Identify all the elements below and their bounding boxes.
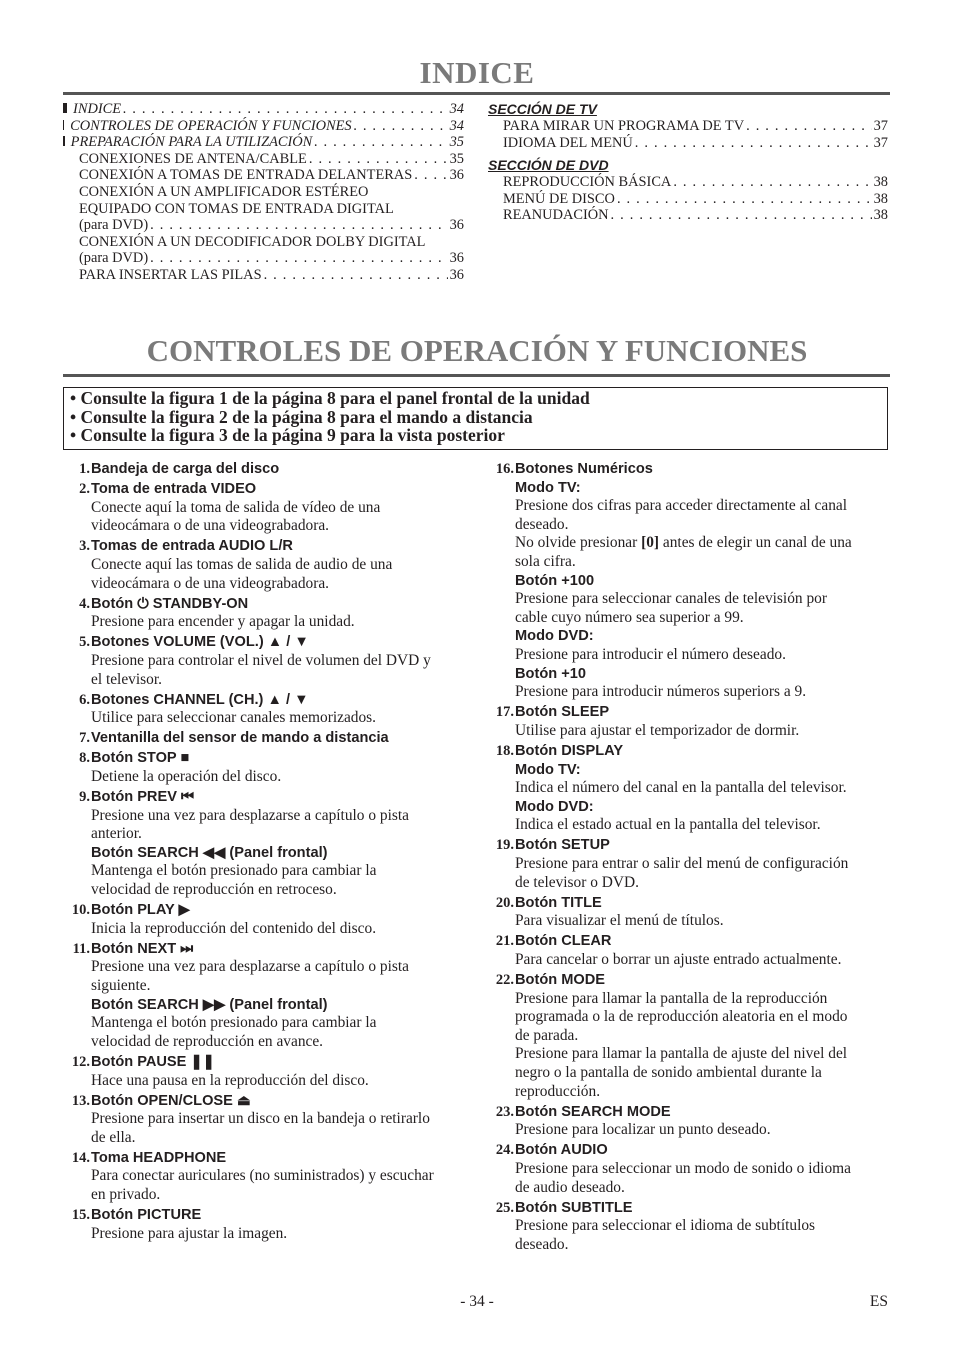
control-item-description: Presione para ajustar la imagen. [91,1224,288,1242]
toc-entry-label: IDIOMA DEL MENÚ [503,134,633,151]
control-item-description: sola cifra. [515,552,576,570]
figure-note: • Consulte la figura 3 de la página 9 para la vista posterior [70,425,505,445]
toc-entry-label: INDICE [73,101,122,117]
control-item [64,729,469,748]
control-item-description: Indica el estado actual en la pantalla del televisor. [515,816,821,834]
toc-entry-page: 37 [873,118,888,134]
control-item-heading: Botón PICTURE [91,1207,202,1224]
control-item-number: 15. [71,1207,90,1224]
control-item-heading: Botones VOLUME (VOL.) ▲ / ▼ [91,634,309,651]
control-item-description: Para conectar auriculares (no suministrados) y escuchar [91,1167,434,1185]
toc-entry-page: 36 [449,250,464,267]
control-item-description: Para cancelar o borrar un ajuste entrado actualmente. [515,950,842,968]
control-item-heading: Botón SEARCH MODE [515,1103,671,1120]
toc-entry-label: REPRODUCCIÓN BÁSICA [503,174,672,191]
toc-entry-page: 36 [449,167,464,184]
toc-leader-dots [314,134,447,151]
control-item-description: Presione para llamar la pantalla de la reproducción [515,989,828,1007]
toc-entry-label: CONTROLES DE OPERACIÓN Y FUNCIONES [70,117,352,134]
control-item-heading: Botón SUBTITLE [515,1199,633,1216]
control-item-heading: Ventanilla del sensor de mando a distancia [91,730,389,747]
toc-entry [488,135,888,152]
control-item-description: Presione para controlar el nivel de volumen del DVD y [91,651,431,669]
control-item-number: 18. [495,742,514,759]
control-item-description: deseado. [515,515,569,533]
toc-entry-page: 35 [449,134,464,151]
toc-leader-dots [309,151,448,168]
toc-entry [488,174,888,191]
control-item-description: Presione para encender y apagar la unidad. [91,613,355,631]
toc-entry-label: CONEXIÓN A TOMAS DE ENTRADA DELANTERAS [79,167,413,184]
toc-entry-page: 36 [449,266,464,283]
control-item-description: Conecte aquí la toma de salida de vídeo de una [91,498,381,516]
toc-entry [63,250,464,267]
controls-left-column [64,460,469,1245]
toc-entry [63,151,464,168]
square-bullet-icon [63,136,65,146]
control-item-description: Presione para seleccionar un modo de sonido o idioma [515,1159,851,1177]
toc-entry-page: 38 [873,174,888,191]
control-item-description: Presione una vez para desplazarse a capítulo o pista [91,958,409,976]
control-item-description: anterior. [91,825,142,843]
toc-entry-page: 37 [873,134,888,151]
control-item-heading: Modo DVD: [515,628,594,645]
toc-entry [488,207,888,224]
control-item-heading: Botón SEARCH ◀◀ (Panel frontal) [91,844,328,861]
language-code: ES [869,1293,888,1310]
toc-leader-dots [673,174,871,191]
control-item-heading: Botón PREV ⏮ [91,789,195,806]
toc-leader-dots [264,267,448,284]
control-item [64,788,469,900]
control-item-description: Presione para llamar la pantalla de ajuste del nivel del [515,1045,848,1063]
control-item-number: 21. [495,933,514,950]
control-item-heading: Botón ⏻ STANDBY-ON [91,595,249,612]
control-item-description: Conecte aquí las tomas de salida de audio de una [91,555,393,573]
control-item-heading: Bandeja de carga del disco [91,461,280,477]
control-item [488,460,888,702]
control-item-number: 9. [79,789,90,806]
control-item-description: Presione para insertar un disco en la bandeja o retirarlo [91,1110,430,1128]
control-item-heading: Botón +10 [515,665,586,682]
toc-right-column [488,101,888,224]
control-item-description: en privado. [91,1186,161,1204]
control-item-description: de parada. [515,1026,579,1044]
toc-entry-label: (para DVD) [79,217,149,234]
control-item-description: cable cuyo número sea superior a 99. [515,608,744,626]
control-item [488,1141,888,1197]
control-item-description: Presione dos cifras para acceder directamente al canal [515,497,847,515]
toc-entry-line: CONEXIÓN A UN AMPLIFICADOR ESTÉREO [79,183,369,200]
control-item [488,971,888,1101]
control-item-number: 1. [79,461,90,477]
control-item [488,836,888,892]
control-item-description: Inicia la reproducción del contenido del disco. [91,919,377,937]
control-item-heading: Botón SLEEP [515,704,610,721]
control-item-heading: Botón NEXT ⏭ [91,940,194,957]
toc-leader-dots [150,217,447,234]
control-item [488,742,888,835]
toc-leader-dots [354,118,448,135]
index-title: INDICE [419,55,535,90]
toc-entry [63,267,464,284]
square-bullet-icon [63,103,67,113]
control-item-number: 10. [71,902,90,919]
control-item [64,1149,469,1205]
figure-note: • Consulte la figura 2 de la página 8 para el mando a distancia [70,406,533,427]
toc-leader-dots [414,167,447,184]
control-item [488,1103,888,1140]
control-item [64,537,469,593]
control-item-number: 5. [79,634,90,651]
toc-entry [488,191,888,208]
control-item [488,932,888,969]
toc-entry-page: 38 [873,207,888,224]
control-item-heading: Modo DVD: [515,798,594,815]
control-item-heading: Botón CLEAR [515,933,612,950]
toc-section-heading: SECCIÓN DE DVD [488,157,609,174]
control-item [64,940,469,1052]
toc-entry-label: REANUDACIÓN [503,207,609,224]
control-item-description: programada o la de reproducción aleatoria en el modo [515,1008,848,1026]
toc-entry-page: 35 [449,150,464,167]
toc-entry [63,167,464,184]
control-item-number: 14. [71,1149,90,1166]
control-item-heading: Toma de entrada VIDEO [91,481,257,498]
control-item [64,460,469,479]
control-item-heading: Botones CHANNEL (CH.) ▲ / ▼ [91,691,309,708]
control-item-number: 7. [79,730,90,747]
control-item-heading: Tomas de entrada AUDIO L/R [91,538,293,555]
control-item-number: 25. [495,1199,514,1216]
toc-leader-dots [123,101,448,118]
controls-title: CONTROLES DE OPERACIÓN Y FUNCIONES [146,333,808,368]
control-item-number: 8. [79,750,90,767]
control-item-number: 17. [495,704,514,721]
toc-entry [63,101,464,118]
toc-leader-dots [150,250,447,267]
toc-leader-dots [635,135,872,152]
control-item-description: de ella. [91,1128,136,1146]
control-item-number: 4. [79,595,90,612]
control-item-heading: Botón +100 [515,572,595,589]
toc-leader-dots [746,118,872,135]
control-item-description: velocidad de reproducción en avance. [91,1032,324,1050]
toc-entry-label: CONEXIONES DE ANTENA/CABLE [79,150,307,167]
toc-entry-label: (para DVD) [79,250,149,267]
square-bullet-icon [63,120,64,130]
control-item-description: videocámara o de una videograbadora. [91,517,330,535]
control-item-heading: Botón MODE [515,972,605,989]
control-item-description: Utilise para ajustar el temporizador de dormir. [515,721,800,739]
control-item-description: Hace una pausa en la reproducción del disco. [91,1071,369,1089]
key-zero-label: [0] [641,534,660,552]
control-item [64,1092,469,1148]
control-item-description: Para visualizar el menú de títulos. [515,912,724,930]
control-item-description: de televisor o DVD. [515,873,639,891]
control-item [64,1053,469,1090]
control-item-heading: Botón SEARCH ▶▶ (Panel frontal) [91,996,328,1013]
control-item-description: siguiente. [91,977,151,995]
control-item [64,633,469,689]
toc-entry-page: 38 [873,190,888,207]
toc-entry-line: CONEXIÓN A UN DECODIFICADOR DOLBY DIGITAL [79,233,426,250]
control-item-description: No olvide presionar [0] antes de elegir un canal de una [515,534,852,552]
toc-entry [63,118,464,135]
figure-note: • Consulte la figura 1 de la página 8 para el panel frontal de la unidad [70,388,590,408]
control-item-description: Mantenga el botón presionado para cambiar la [91,862,377,880]
control-item-heading: Botón DISPLAY [515,742,624,759]
control-item-description: Presione para seleccionar canales de televisión por [515,590,827,608]
control-item [64,595,469,632]
toc-section-heading: SECCIÓN DE TV [488,101,597,117]
control-item [64,480,469,536]
control-item-description: reproducción. [515,1082,601,1100]
control-item-description: videocámara o de una videograbadora. [91,574,330,592]
control-item-description: Utilice para seleccionar canales memorizados. [91,709,377,727]
toc-entry [488,118,888,135]
control-item [488,703,888,740]
control-item-number: 13. [71,1092,90,1109]
control-item-description: Presione para introducir números superiors a 9. [515,683,807,701]
control-item-heading: Botón OPEN/CLOSE ⏏ [91,1092,251,1109]
control-item-heading: Botón STOP ■ [91,750,190,767]
toc-entry-label: PARA INSERTAR LAS PILAS [79,266,262,283]
control-item-number: 11. [72,940,90,957]
figure-reference-box [63,387,888,450]
control-item [64,901,469,938]
control-item-description: deseado. [515,1235,569,1253]
control-item-description: Mantenga el botón presionado para cambiar la [91,1014,377,1032]
toc-entry [63,134,464,151]
control-item-number: 23. [495,1103,514,1120]
toc-entry-label: PREPARACIÓN PARA LA UTILIZACIÓN [70,134,313,151]
toc-entry-page: 34 [449,117,464,134]
control-item-description: Presione para introducir el número deseado. [515,645,786,663]
control-item-number: 3. [79,538,90,555]
control-item-description: Presione para entrar o salir del menú de configuración [515,854,849,872]
control-item-description: velocidad de reproducción en retroceso. [91,881,337,899]
control-item-heading: Botón AUDIO [515,1142,608,1159]
control-item-number: 19. [495,837,514,854]
control-item-number: 2. [79,481,90,498]
control-item-heading: Toma HEADPHONE [91,1149,227,1166]
control-item-heading: Modo TV: [515,479,581,496]
control-item [64,749,469,786]
controls-right-column [488,460,888,1256]
control-item-description: Presione para seleccionar el idioma de subtítulos [515,1217,816,1235]
control-item-description: de audio deseado. [515,1178,625,1196]
control-item [488,894,888,931]
control-item [64,1206,469,1243]
control-item-number: 6. [79,691,90,708]
control-item-heading: Modo TV: [515,761,581,778]
page-number: - 34 - [460,1293,494,1310]
control-item-number: 20. [495,894,514,911]
control-item [64,691,469,728]
control-item-number: 24. [495,1142,514,1159]
toc-leader-dots [611,207,872,224]
toc-entry-page: 36 [449,217,464,234]
controls-title-rule [63,374,890,377]
control-item-heading: Botones Numéricos [515,461,653,477]
control-item [488,1199,888,1255]
toc-entry-label: MENÚ DE DISCO [503,190,615,207]
control-item-description: Presione una vez para desplazarse a capítulo o pista [91,806,409,824]
control-item-description: negro o la pantalla de sonido ambiental durante la [515,1064,822,1081]
toc-left-column [63,101,464,284]
toc-entry-line: EQUIPADO CON TOMAS DE ENTRADA DIGITAL [79,200,394,217]
control-item-number: 22. [495,972,514,989]
control-item-heading: Botón PAUSE ❚❚ [91,1053,215,1070]
control-item-number: 16. [495,461,514,477]
toc-entry-page: 34 [449,101,464,117]
control-item-description: Presione para localizar un punto deseado. [515,1121,771,1139]
index-title-rule [63,92,890,95]
control-item-heading: Botón TITLE [515,894,602,911]
toc-leader-dots [617,191,872,208]
control-item-number: 12. [71,1053,90,1070]
toc-entry [63,217,464,234]
control-item-heading: Botón SETUP [515,837,610,854]
control-item-description: el televisor. [91,670,162,688]
control-item-description: Indica el número del canal en la pantalla del televisor. [515,779,847,797]
control-item-heading: Botón PLAY ▶ [91,902,190,919]
control-item-description: Detiene la operación del disco. [91,768,282,785]
toc-entry-label: PARA MIRAR UN PROGRAMA DE TV [503,118,745,134]
